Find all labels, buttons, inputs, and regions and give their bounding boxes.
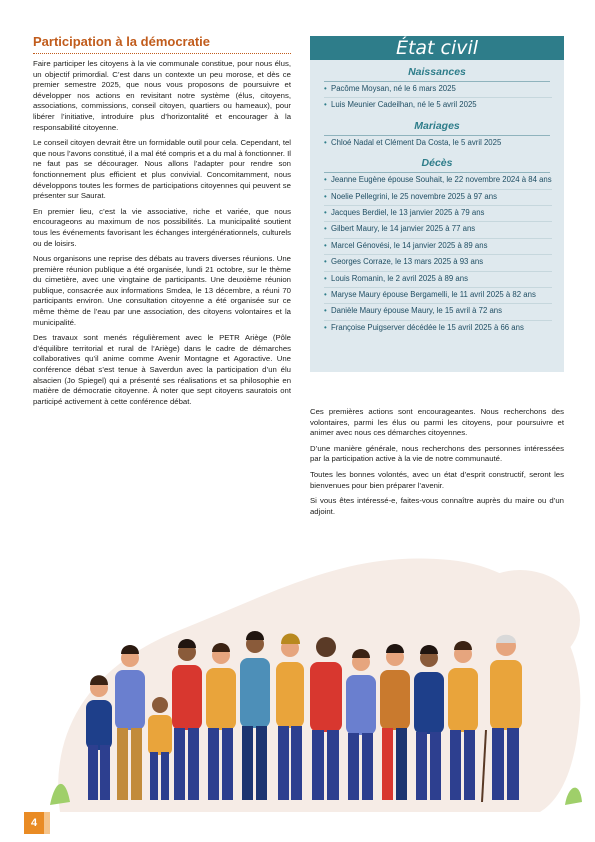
list-item: • Louis Romanin, le 2 avril 2025 à 89 ans xyxy=(324,272,552,288)
paragraph-3: En premier lieu, c’est la vie associative, riche et variée, que nous encourageons au maximum de nos possibilités. La municipalité soutient tous les événements favorisant les échanges intergénérationnels, culturels ou de loisirs. xyxy=(33,206,291,248)
list-item: • Gilbert Maury, le 14 janvier 2025 à 77 ans xyxy=(324,222,552,238)
list-item: • Danièle Maury épouse Maury, le 15 avril à 72 ans xyxy=(324,304,552,320)
list-item: • Jacques Berdiel, le 13 janvier 2025 à 79 ans xyxy=(324,206,552,222)
list-item: • Luis Meunier Cadeilhan, né le 5 avril 2025 xyxy=(324,98,552,113)
etat-civil-box xyxy=(310,36,564,372)
mariages-heading: Mariages xyxy=(414,119,460,132)
deces-heading: Décès xyxy=(421,157,453,170)
call-for-volunteers xyxy=(310,402,564,517)
list-item: • Pacôme Moysan, né le 6 mars 2025 xyxy=(324,82,552,98)
deces-list xyxy=(310,173,564,336)
paragraph-9: Si vous êtes intéressé-e, faites-vous connaître auprès du maire ou d’un adjoint. xyxy=(310,496,564,516)
article-participation xyxy=(33,34,291,407)
list-item: • Chloé Nadal et Clément Da Costa, le 5 avril 2025 xyxy=(324,136,552,151)
list-item: • Marcel Génovési, le 14 janvier 2025 à 89 ans xyxy=(324,239,552,255)
mariages-list xyxy=(310,136,564,151)
list-item: • Noelie Pellegrini, le 25 novembre 2025 à 97 ans xyxy=(324,190,552,206)
list-item: • Maryse Maury épouse Bergamelli, le 11 avril 2025 à 82 ans xyxy=(324,288,552,304)
etat-civil-header xyxy=(310,36,564,60)
paragraph-1: Faire participer les citoyens à la vie communale constitue, pour nous élus, un objectif primordial. C’est dans un contexte un peu morose, et dès ce premier semestre 2025, que nous vous proposons de poursuivre et développer nos actions en revisitant notre système (élus, citoyens, associations, commissions, conseil citoyen, quartiers ou hameaux), pour libérer l’initiative, introduire plus d’horizontalité et encourager à la responsabilité citoyenne. xyxy=(33,59,291,132)
paragraph-8: Toutes les bonnes volontés, avec un état d’esprit constructif, seront les bienvenues pour bien préparer l’avenir. xyxy=(310,469,564,490)
naissances-list xyxy=(310,82,564,114)
list-item: • Jeanne Eugène épouse Souhait, le 22 novembre 2024 à 84 ans xyxy=(324,173,552,189)
page-number: 4 xyxy=(24,812,44,834)
page-number-tab-edge xyxy=(44,812,50,834)
paragraph-5: Des travaux sont menés régulièrement avec le PETR Ariège (Pôle d’équilibre territorial et rural de l’Ariège) dans le cadre de démarches collaboratives qu’il anime comme Avenir Montagne et Agoractive. Une conférence débat s’est tenue à Saverdun avec la participation d’un élu alsacien (Jo Spiegel) qui a présenté ses réalisations et sa philosophie en matière de démocratie citoyenne. À noter que sept citoyens sauratois ont participé activement à cette conférence débat. xyxy=(33,333,291,406)
list-item: • Georges Corraze, le 13 mars 2025 à 93 ans xyxy=(324,255,552,271)
paragraph-2: Le conseil citoyen devrait être un formidable outil pour cela. Cependant, tel que nous l’avons constitué, il a mal été compris et a du mal à fonctionner. Il ne faut pas se décourager. Nous allons l’adapter pour rendre son fonctionnement plus efficient et plus convivial. Concomitamment, nous développons toutes les formes de participations citoyennes qui peuvent se présenter sur Saurat. xyxy=(33,138,291,201)
crowd-of-people-illustration xyxy=(20,540,595,812)
section-title: Participation à la démocratie xyxy=(33,34,291,54)
naissances-heading: Naissances xyxy=(408,66,466,78)
paragraph-6: Ces premières actions sont encourageantes. Nous recherchons des volontaires, parmi les élus ou parmi les citoyens, pour poursuivre et animer avec nous ces démarches citoyennes. xyxy=(310,407,564,438)
list-item: • Françoise Puigserver décédée le 15 avril 2025 à 66 ans xyxy=(324,321,552,336)
paragraph-4: Nous organisons une reprise des débats au travers diverses réunions. Une première réunion publique a été organisée, lundi 21 octobre, sur le thème du cimetière, avec une vingtaine de participants. Une deuxième réunion publique, consacrée aux informations Smdea, le 13 décembre, a réuni 70 participants environ. Une consultation citoyenne a été organisée sur ce même thème de l’eau par une association, des citoyens volontaires et la municipalité. xyxy=(33,254,291,327)
etat-civil-title: État civil xyxy=(395,37,479,59)
paragraph-7: D’une manière générale, nous recherchons des personnes intéressées par la participation active à la vie de notre communauté. xyxy=(310,443,564,464)
